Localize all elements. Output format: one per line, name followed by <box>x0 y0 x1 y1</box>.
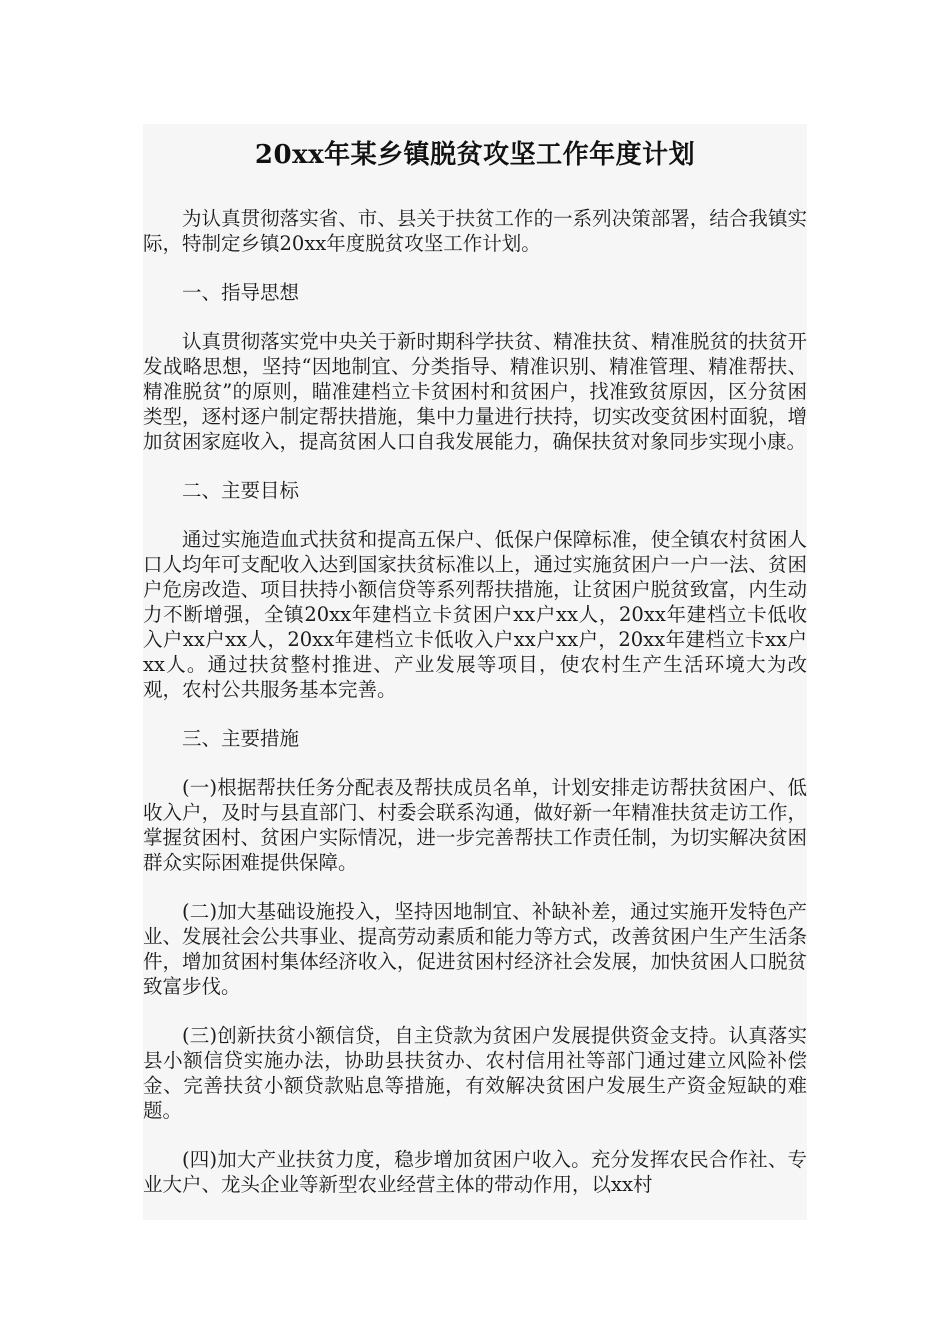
intro-paragraph: 为认真贯彻落实省、市、县关于扶贫工作的一系列决策部署，结合我镇实际，特制定乡镇20xx年度脱贫攻坚工作计划。 <box>143 207 807 255</box>
paragraph-measure-2: (二)加大基础设施投入，坚持因地制宜、补缺补差，通过实施开发特色产业、发展社会公共事业、提高劳动素质和能力等方式，改善贫困户生产生活条件，增加贫困村集体经济收入，促进贫困村经济社会发展，加快贫困人口脱贫致富步伐。 <box>143 900 807 998</box>
section-heading-main-measures: 三、主要措施 <box>182 727 300 750</box>
paragraph-measure-1: (一)根据帮扶任务分配表及帮扶成员名单，计划安排走访帮扶贫困户、低收入户，及时与县直部门、村委会联系沟通，做好新一年精准扶贫走访工作，掌握贫困村、贫困户实际情况，进一步完善帮扶工作责任制，为切实解决贫困群众实际困难提供保障。 <box>143 776 807 874</box>
section-heading-guiding-thought: 一、指导思想 <box>182 281 300 304</box>
paragraph-measure-3: (三)创新扶贫小额信贷，自主贷款为贫困户发展提供资金支持。认真落实县小额信贷实施办法，协助县扶贫办、农村信用社等部门通过建立风险补偿金、完善扶贫小额贷款贴息等措施，有效解决贫困户发展生产资金短缺的难题。 <box>143 1024 807 1122</box>
paragraph-main-goals: 通过实施造血式扶贫和提高五保户、低保户保障标准，使全镇农村贫困人口人均年可支配收入达到国家扶贫标准以上，通过实施贫困户一户一法、贫困户危房改造、项目扶持小额信贷等系列帮扶措施，让贫困户脱贫致富，内生动力不断增强，全镇20xx年建档立卡贫困户xx户xx人，20xx年建档立卡低收入户xx户xx人，20xx年建档立卡低收入户xx户xx户，20xx年建档立卡xx户xx人。通过扶贫整村推进、产业发展等项目，使农村生产生活环境大为改观，农村公共服务基本完善。 <box>143 528 807 701</box>
paragraph-guiding-thought: 认真贯彻落实党中央关于新时期科学扶贫、精准扶贫、精准脱贫的扶贫开发战略思想，坚持“因地制宜、分类指导、精准识别、精准管理、精准帮扶、精准脱贫”的原则，瞄准建档立卡贫困村和贫困户，找准致贫原因，区分贫困类型，逐村逐户制定帮扶措施，集中力量进行扶持，切实改变贫困村面貌，增加贫困家庭收入，提高贫困人口自我发展能力，确保扶贫对象同步实现小康。 <box>143 330 807 453</box>
section-heading-main-goals: 二、主要目标 <box>182 479 300 502</box>
paragraph-measure-4: (四)加大产业扶贫力度，稳步增加贫困户收入。充分发挥农民合作社、专业大户、龙头企业等新型农业经营主体的带动作用，以xx村 <box>143 1148 807 1196</box>
document-page <box>143 124 807 1220</box>
document-title: 20xx年某乡镇脱贫攻坚工作年度计划 <box>254 140 696 170</box>
